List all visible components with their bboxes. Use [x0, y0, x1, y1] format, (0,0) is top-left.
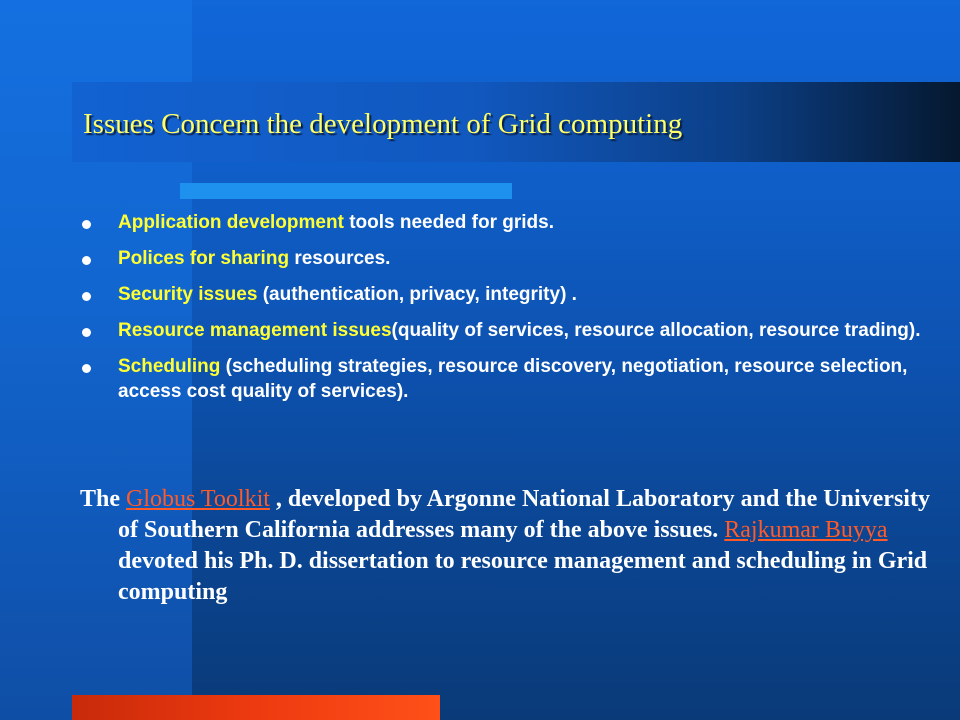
- bullet-item: [78, 282, 938, 307]
- bullet-text: (scheduling strategies, resource discovery, negotiation, resource selection, access cost quality of services).: [118, 356, 908, 402]
- paragraph-text: The: [80, 486, 127, 512]
- paragraph-text: , developed by Argonne National Laboratory and the University of Southern California addresses many of the above issues.: [118, 486, 930, 543]
- bullet-highlight: Polices for sharing: [118, 248, 290, 269]
- bullet-item: [78, 246, 938, 271]
- accent-line: [180, 183, 512, 199]
- bottom-decor-bar: [72, 695, 440, 720]
- bullet-dot-icon: [82, 220, 91, 229]
- bullet-text: resources.: [289, 248, 391, 269]
- bullet-highlight: Resource management issues: [118, 320, 392, 341]
- bullet-highlight: Scheduling: [118, 356, 221, 377]
- bullet-dot-icon: [82, 328, 91, 337]
- bullet-highlight: Security issues: [118, 284, 258, 305]
- summary-paragraph: [80, 484, 938, 608]
- bullet-text: (authentication, privacy, integrity) .: [257, 284, 577, 305]
- bullet-dot-icon: [82, 364, 91, 373]
- bullet-highlight: Application development: [118, 212, 344, 233]
- paragraph-text: devoted his Ph. D. dissertation to resource management and scheduling in Grid computing: [118, 548, 928, 605]
- globus-toolkit-link[interactable]: Globus Toolkit: [126, 486, 270, 512]
- bullet-text: tools needed for grids.: [343, 212, 554, 233]
- bullet-item: [78, 318, 938, 343]
- bullet-item: [78, 354, 938, 404]
- bullet-list: [78, 210, 938, 415]
- bullet-text: (quality of services, resource allocation, resource trading).: [391, 320, 921, 341]
- bullet-item: [78, 210, 938, 235]
- bullet-dot-icon: [82, 256, 91, 265]
- rajkumar-buyya-link[interactable]: Rajkumar Buyya: [724, 517, 888, 543]
- bullet-dot-icon: [82, 292, 91, 301]
- slide-title: Issues Concern the development of Grid computing: [83, 108, 683, 140]
